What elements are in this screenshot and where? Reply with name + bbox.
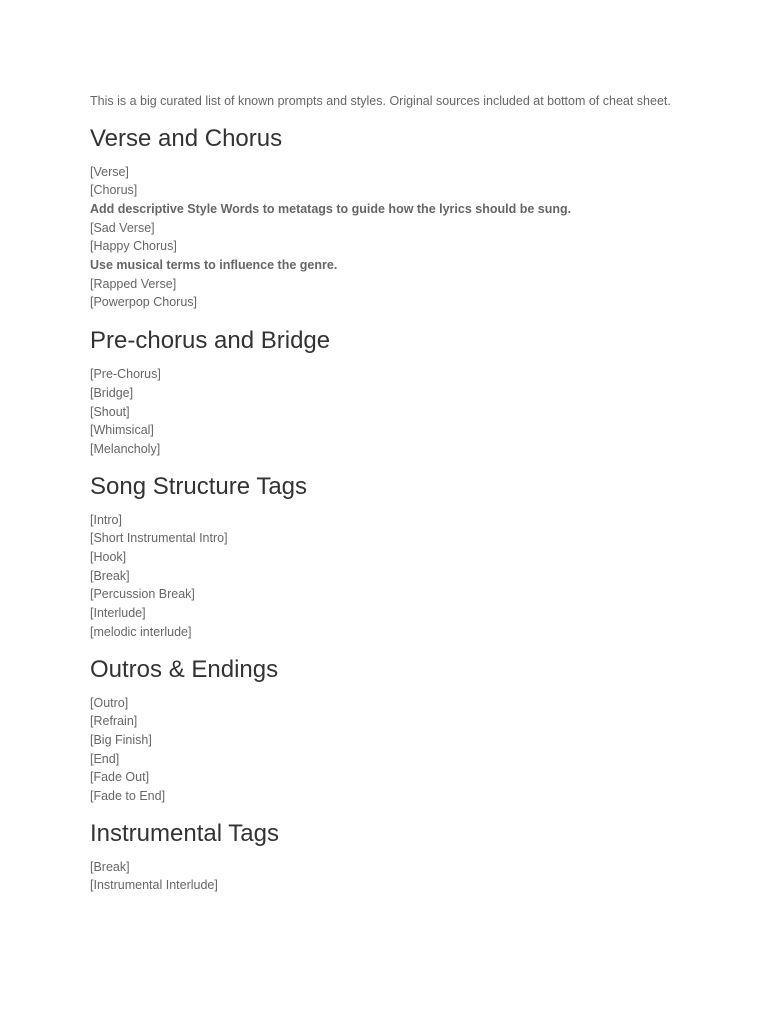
tag-line: [Sad Verse] bbox=[90, 220, 155, 235]
tag-list bbox=[90, 163, 680, 313]
tag-line: [Percussion Break] bbox=[90, 587, 195, 602]
section bbox=[90, 472, 680, 642]
section-title: Outros & Endings bbox=[90, 655, 279, 683]
section-title: Song Structure Tags bbox=[90, 472, 308, 500]
tag-line: [Break] bbox=[90, 859, 130, 874]
section bbox=[90, 326, 680, 459]
tag-line: [Fade to End] bbox=[90, 789, 166, 804]
tag-line: [Outro] bbox=[90, 695, 129, 710]
tag-line: [melodic interlude] bbox=[90, 624, 192, 639]
tag-line: [Chorus] bbox=[90, 183, 138, 198]
tag-line: [Refrain] bbox=[90, 714, 138, 729]
tag-list bbox=[90, 511, 680, 642]
tag-line: [Short Instrumental Intro] bbox=[90, 531, 228, 546]
tag-line: [Break] bbox=[90, 568, 130, 583]
tag-line: [Fade Out] bbox=[90, 770, 150, 785]
tag-line: [Instrumental Interlude] bbox=[90, 878, 218, 893]
tag-line: [Pre-Chorus] bbox=[90, 367, 161, 382]
tag-list bbox=[90, 365, 680, 459]
tag-line: [Melancholy] bbox=[90, 441, 161, 456]
tag-line: [Shout] bbox=[90, 404, 130, 419]
tag-line: [Whimsical] bbox=[90, 423, 154, 438]
tag-list bbox=[90, 858, 680, 895]
section bbox=[90, 124, 680, 313]
section bbox=[90, 655, 680, 806]
section-title: Verse and Chorus bbox=[90, 124, 283, 152]
tip-text: Add descriptive Style Words to metatags to guide how the lyrics should be sung. bbox=[90, 201, 572, 216]
section bbox=[90, 819, 680, 895]
tag-line: [End] bbox=[90, 751, 120, 766]
tag-line: [Bridge] bbox=[90, 385, 134, 400]
section-title: Pre-chorus and Bridge bbox=[90, 327, 331, 355]
tag-list bbox=[90, 694, 680, 806]
intro-paragraph: This is a big curated list of known prompts and styles. Original sources included at bottom of cheat sheet. bbox=[90, 94, 671, 108]
section-title: Instrumental Tags bbox=[90, 819, 279, 847]
tag-line: [Intro] bbox=[90, 512, 122, 527]
tag-line: [Interlude] bbox=[90, 606, 146, 621]
tag-line: [Happy Chorus] bbox=[90, 239, 177, 254]
tag-line: [Verse] bbox=[90, 164, 129, 179]
tag-line: [Rapped Verse] bbox=[90, 276, 177, 291]
tag-line: [Hook] bbox=[90, 550, 127, 565]
sections-container bbox=[90, 124, 680, 896]
tag-line: [Big Finish] bbox=[90, 732, 152, 747]
document-page bbox=[90, 92, 680, 895]
tag-line: [Powerpop Chorus] bbox=[90, 295, 198, 310]
tip-text: Use musical terms to influence the genre. bbox=[90, 258, 338, 273]
